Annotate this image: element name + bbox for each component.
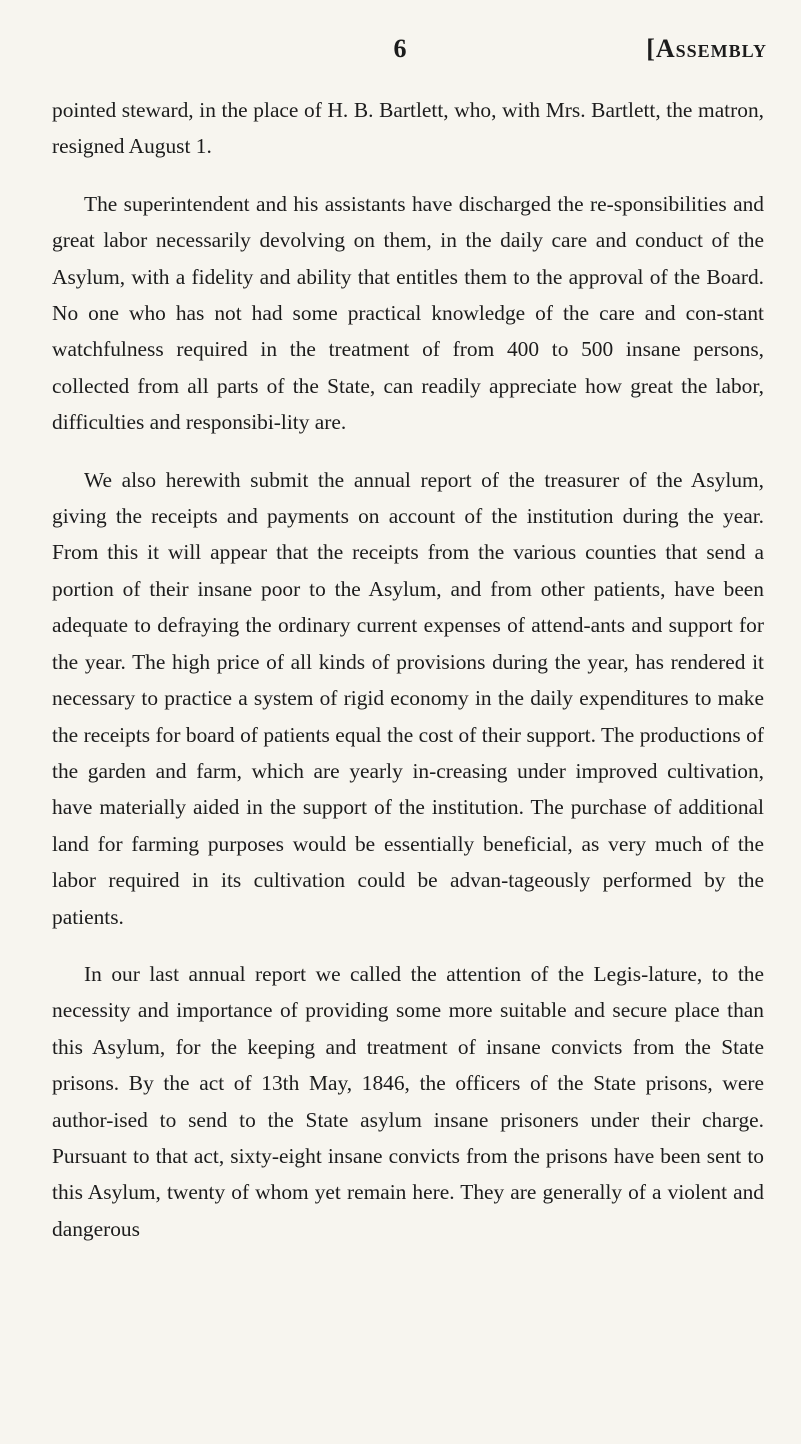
body-text (52, 92, 764, 1268)
page-number: 6 (393, 34, 408, 63)
paragraph-superintendent: The superintendent and his assistants have discharged the re-sponsibilities and great labor necessarily devolving on them, in the daily care and conduct of the Asylum, with a fidelity and ability that entitles them to the approval of the Board. No one who has not had some practical knowledge of the care and con-stant watchfulness required in the treatment of from 400 to 500 insane persons, collected from all parts of the State, can readily appreciate how great the labor, difficulties and responsibi-lity are. (52, 191, 764, 435)
paragraph-treasurer-report: We also herewith submit the annual report of the treasurer of the Asylum, giving the receipts and payments on account of the institution during the year. From this it will appear that the receipts from the various counties that send a portion of their insane poor to the Asylum, and from other patients, have been adequate to defraying the ordinary current expenses of attend-ants and support for the year. The high price of all kinds of provisions during the year, has rendered it necessary to practice a system of rigid economy in the daily expenditures to make the receipts for board of patients equal the cost of their support. The productions of the garden and farm, which are yearly in-creasing under improved cultivation, have materially aided in the support of the institution. The purchase of additional land for farming purposes would be essentially beneficial, as very much of the labor required in its cultivation could be advan-tageously performed by the patients. (52, 467, 764, 929)
paragraph-continuation: pointed steward, in the place of H. B. Bartlett, who, with Mrs. Bartlett, the matron, resigned August 1. (52, 98, 764, 159)
running-head: [Assembly (646, 34, 767, 63)
paragraph-insane-convicts: In our last annual report we called the attention of the Legis-lature, to the necessity and importance of providing some more suitable and secure place than this Asylum, for the keeping and treatment of insane convicts from the State prisons. By the act of 13th May, 1846, the officers of the State prisons, were author-ised to send to the State asylum insane prisoners under their charge. Pursuant to that act, sixty-eight insane convicts from the prisons have been sent to this Asylum, twenty of whom yet remain here. They are generally of a violent and dangerous (52, 961, 764, 1241)
